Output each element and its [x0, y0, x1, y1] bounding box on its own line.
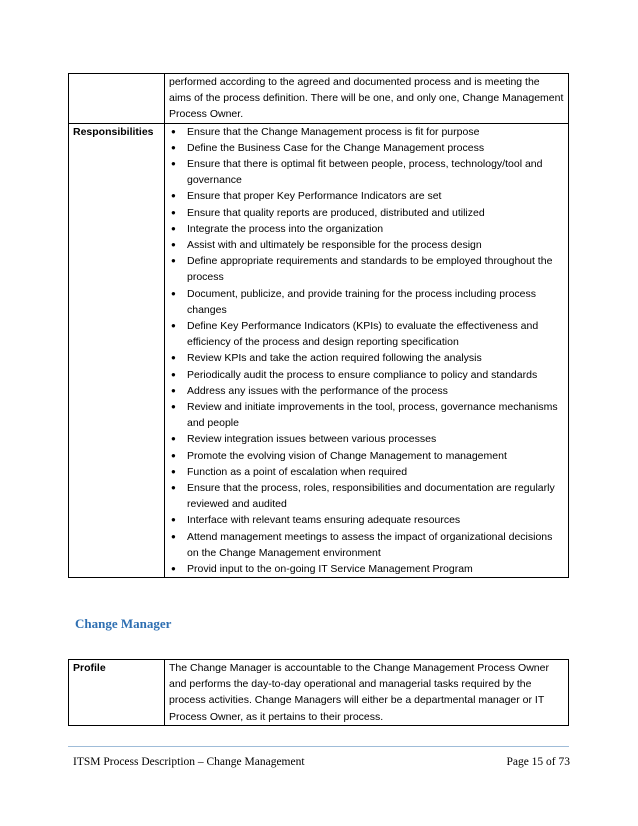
list-item: ● Attend management meetings to assess the impact of organizational decisions on the Change Management environment: [187, 529, 564, 561]
list-item: ● Review KPIs and take the action required following the analysis: [187, 350, 564, 366]
list-item: ● Define Key Performance Indicators (KPIs) to evaluate the effectiveness and efficiency of the process and design reporting specification: [187, 318, 564, 350]
page-footer: [73, 756, 570, 768]
list-item: ● Define appropriate requirements and standards to be employed throughout the process: [187, 253, 564, 285]
table-row: [69, 74, 569, 124]
profile-label: Profile: [69, 660, 165, 726]
empty-label-cell: [69, 74, 165, 124]
responsibilities-label: Responsibilities: [69, 123, 165, 578]
list-item: ● Ensure that proper Key Performance Indicators are set: [187, 188, 564, 204]
list-item: ● Provid input to the on-going IT Service Management Program: [187, 561, 564, 577]
list-item: ● Periodically audit the process to ensure compliance to policy and standards: [187, 367, 564, 383]
responsibilities-table: [68, 73, 569, 578]
footer-title: ITSM Process Description – Change Management: [73, 756, 305, 768]
list-item: ● Define the Business Case for the Change Management process: [187, 140, 564, 156]
list-item: ● Ensure that quality reports are produced, distributed and utilized: [187, 205, 564, 221]
list-item: ● Assist with and ultimately be responsible for the process design: [187, 237, 564, 253]
list-item: ● Ensure that the Change Management process is fit for purpose: [187, 124, 564, 140]
responsibilities-cell: [165, 123, 569, 578]
list-item: ● Interface with relevant teams ensuring adequate resources: [187, 512, 564, 528]
list-item: ● Integrate the process into the organization: [187, 221, 564, 237]
responsibilities-list: [169, 124, 564, 578]
list-item: ● Review and initiate improvements in the tool, process, governance mechanisms and people: [187, 399, 564, 431]
list-item: ● Document, publicize, and provide training for the process including process changes: [187, 286, 564, 318]
intro-text: performed according to the agreed and documented process and is meeting the aims of the process definition. There will be one, and only one, Change Management Process Owner.: [165, 74, 569, 124]
table-row: [69, 123, 569, 578]
list-item: ● Ensure that there is optimal fit between people, process, technology/tool and governance: [187, 156, 564, 188]
profile-text: The Change Manager is accountable to the Change Management Process Owner and performs the day-to-day operational and managerial tasks required by the process activities. Change Managers will either be a departmental manager or IT Process Owner, as it pertains to their process.: [165, 660, 569, 726]
list-item: ● Ensure that the process, roles, responsibilities and documentation are regularly reviewed and audited: [187, 480, 564, 512]
list-item: ● Promote the evolving vision of Change Management to management: [187, 448, 564, 464]
list-item: ● Function as a point of escalation when required: [187, 464, 564, 480]
list-item: ● Review integration issues between various processes: [187, 431, 564, 447]
section-heading: Change Manager: [75, 616, 172, 631]
profile-table: [68, 659, 569, 726]
page-number: Page 15 of 73: [506, 756, 570, 768]
list-item: ● Address any issues with the performance of the process: [187, 383, 564, 399]
footer-divider: [68, 746, 569, 747]
table-row: [69, 660, 569, 726]
